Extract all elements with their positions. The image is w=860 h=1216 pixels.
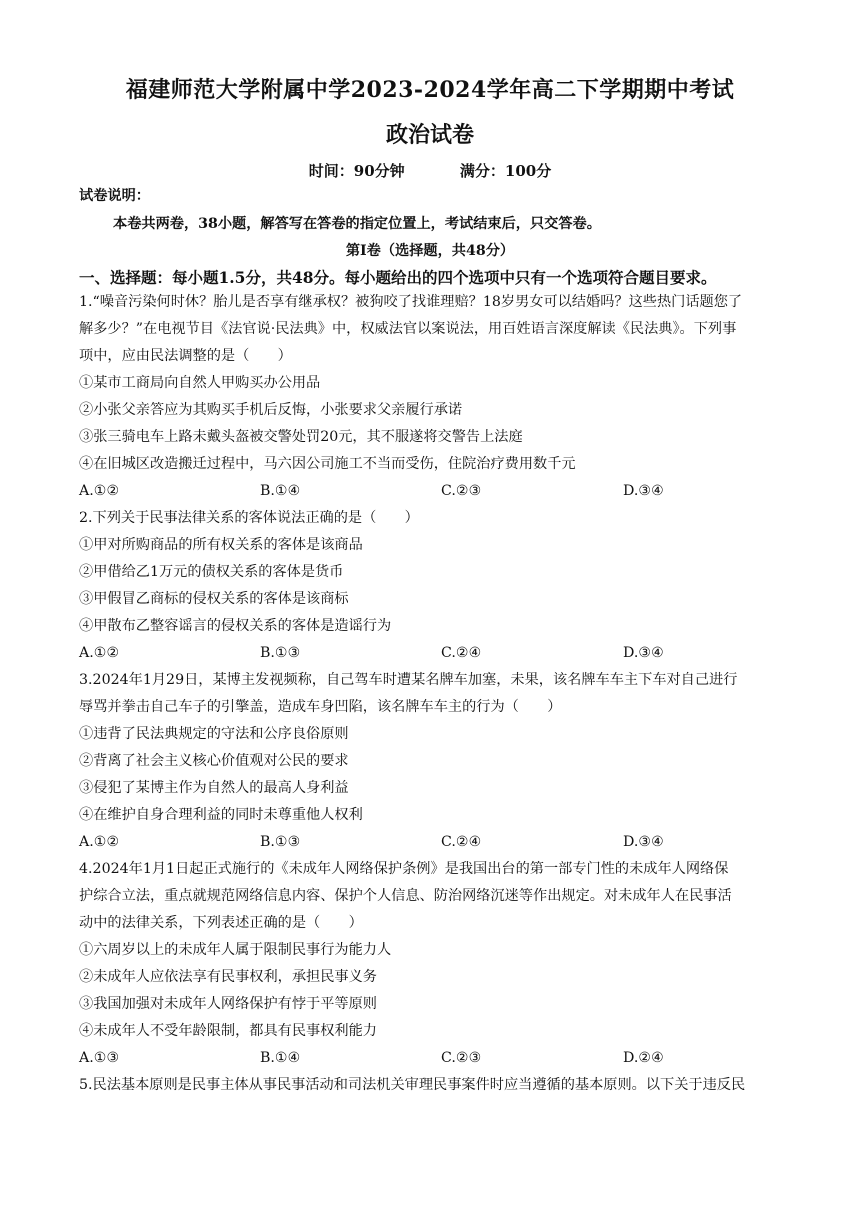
answer-option[interactable]: D.③④ — [623, 645, 664, 661]
answer-option[interactable]: B.①③ — [260, 834, 301, 850]
exam-time-info — [0, 160, 860, 181]
answer-option[interactable]: C.②③ — [441, 1050, 482, 1066]
question-item: ④在旧城区改造搬迁过程中，马六因公司施工不当而受伤，住院治疗费用数千元 — [79, 456, 576, 472]
exam-full-score: 满分：100分 — [459, 162, 552, 180]
question-item: ④在维护自身合理利益的同时未尊重他人权利 — [79, 807, 363, 823]
answer-option[interactable]: A.①② — [79, 645, 120, 661]
instructions-label: 试卷说明： — [79, 188, 150, 204]
question-item: ②小张父亲答应为其购买手机后反悔，小张要求父亲履行承诺 — [79, 402, 463, 418]
exam-subtitle: 政治试卷 — [385, 122, 474, 148]
answer-option[interactable]: B.①③ — [260, 645, 301, 661]
question-item: ②背离了社会主义核心价值观对公民的要求 — [79, 753, 349, 769]
question-item: ③张三骑电车上路未戴头盔被交警处罚20元，其不服遂将交警告上法庭 — [79, 429, 523, 445]
question-item: ②甲借给乙1万元的债权关系的客体是货币 — [79, 564, 344, 580]
instructions-text: 本卷共两卷，38小题，解答写在答卷的指定位置上，考试结束后，只交答卷。 — [113, 216, 601, 232]
answer-option[interactable]: C.②④ — [441, 834, 482, 850]
question-stem-line: 1.“噪音污染何时休？胎儿是否享有继承权？被狗咬了找谁理赔？18岁男女可以结婚吗？这些热门话题您了 — [79, 294, 743, 310]
answer-option[interactable]: B.①④ — [260, 1050, 301, 1066]
exam-duration: 时间：90分钟 — [308, 162, 405, 180]
answer-option[interactable]: B.①④ — [260, 483, 301, 499]
question-stem-line: 动中的法律关系，下列表述正确的是（ ） — [79, 915, 363, 931]
answer-option[interactable]: C.②③ — [441, 483, 482, 499]
question-stem-line: 3.2024年1月29日，某博主发视频称，自己驾车时遭某名牌车加塞，未果，该名牌车车主下车对自己进行 — [79, 672, 738, 688]
answer-options — [79, 643, 789, 663]
question-item: ③甲假冒乙商标的侵权关系的客体是该商标 — [79, 591, 349, 607]
question-stem-line: 项中，应由民法调整的是（ ） — [79, 348, 292, 364]
question-item: ②未成年人应依法享有民事权利，承担民事义务 — [79, 969, 377, 985]
answer-option[interactable]: D.③④ — [623, 483, 664, 499]
section-title: 第Ⅰ卷（选择题，共48分） — [345, 243, 515, 259]
question-stem-line: 5.民法基本原则是民事主体从事民事活动和司法机关审理民事案件时应当遵循的基本原则。以下关于违反民 — [79, 1077, 746, 1093]
question-stem-line: 护综合立法，重点就规范网络信息内容、保护个人信息、防治网络沉迷等作出规定。对未成年人在民事活 — [79, 888, 732, 904]
exam-title: 福建师范大学附属中学2023-2024学年高二下学期期中考试 — [125, 77, 735, 103]
answer-option[interactable]: A.①③ — [79, 1050, 120, 1066]
question-stem-line: 辱骂并拳击自己车子的引擎盖，造成车身凹陷，该名牌车车主的行为（ ） — [79, 699, 562, 715]
question-item: ④未成年人不受年龄限制，都具有民事权利能力 — [79, 1023, 377, 1039]
question-stem-line: 2.下列关于民事法律关系的客体说法正确的是（ ） — [79, 510, 419, 526]
question-item: ①违背了民法典规定的守法和公序良俗原则 — [79, 726, 349, 742]
answer-option[interactable]: D.③④ — [623, 834, 664, 850]
answer-options — [79, 832, 789, 852]
question-stem-line: 解多少？”在电视节目《法官说·民法典》中，权威法官以案说法，用百姓语言深度解读《民法典》。下列事 — [79, 321, 737, 337]
answer-option[interactable]: C.②④ — [441, 645, 482, 661]
section-header: 一、选择题：每小题1.5分，共48分。每小题给出的四个选项中只有一个选项符合题目要求。 — [79, 268, 717, 287]
answer-option[interactable]: A.①② — [79, 834, 120, 850]
answer-option[interactable]: D.②④ — [623, 1050, 664, 1066]
answer-option[interactable]: A.①② — [79, 483, 120, 499]
question-item: ①六周岁以上的未成年人属于限制民事行为能力人 — [79, 942, 392, 958]
question-stem-line: 4.2024年1月1日起正式施行的《未成年人网络保护条例》是我国出台的第一部专门性的未成年人网络保 — [79, 861, 729, 877]
question-item: ④甲散布乙整容谣言的侵权关系的客体是造谣行为 — [79, 618, 392, 634]
question-item: ①甲对所购商品的所有权关系的客体是该商品 — [79, 537, 363, 553]
question-item: ③侵犯了某博主作为自然人的最高人身利益 — [79, 780, 349, 796]
question-item: ①某市工商局向自然人甲购买办公用品 — [79, 375, 321, 391]
answer-options — [79, 481, 789, 501]
question-item: ③我国加强对未成年人网络保护有悖于平等原则 — [79, 996, 377, 1012]
answer-options — [79, 1048, 789, 1068]
